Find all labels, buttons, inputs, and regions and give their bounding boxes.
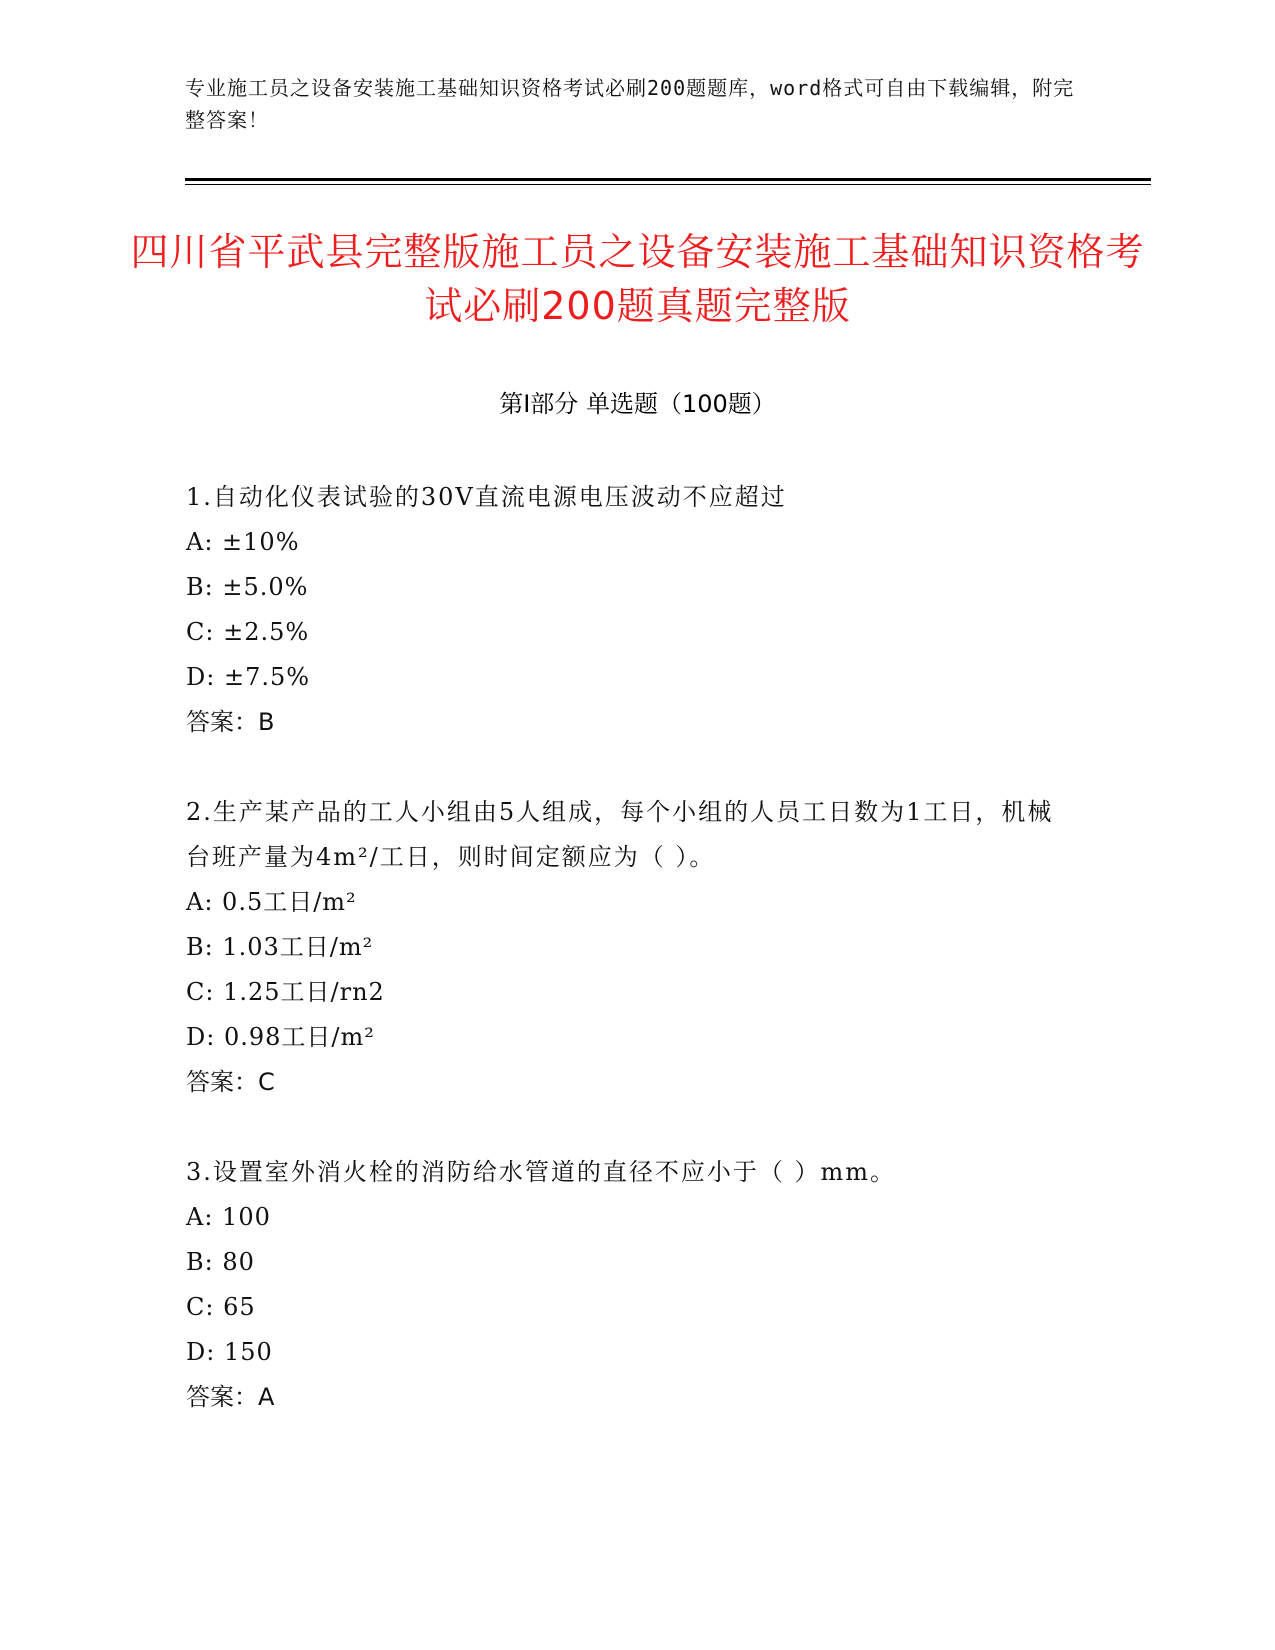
question-spacer	[186, 1105, 1066, 1150]
option-a: A: 0.5工日/m²	[186, 888, 357, 916]
question-spacer	[186, 745, 1066, 790]
question-3	[186, 1150, 1066, 1420]
question-stem: 2.生产某产品的工人小组由5人组成，每个小组的人员工日数为1工日，机械台班产量为4m²/工日，则时间定额应为（ ）。	[186, 798, 1054, 871]
answer: 答案：C	[186, 1068, 275, 1096]
option-a: A: ±10%	[186, 528, 300, 556]
option-c: C: 65	[186, 1293, 256, 1321]
option-d: D: 150	[186, 1338, 273, 1366]
answer: 答案：B	[186, 708, 275, 736]
question-list	[186, 475, 1066, 1420]
option-b: B: 1.03工日/m²	[186, 933, 374, 961]
header-note: 专业施工员之设备安装施工基础知识资格考试必刷200题题库，word格式可自由下载编辑，附完整答案！	[185, 76, 1075, 132]
header-divider-thick	[185, 178, 1151, 181]
option-d: D: 0.98工日/m²	[186, 1023, 375, 1051]
section-title: 第Ⅰ部分 单选题（100题）	[499, 390, 776, 418]
question-1	[186, 475, 1066, 745]
option-a: A: 100	[186, 1203, 271, 1231]
answer: 答案：A	[186, 1383, 275, 1411]
option-d: D: ±7.5%	[186, 663, 311, 691]
option-b: B: 80	[186, 1248, 255, 1276]
option-c: C: 1.25工日/rn2	[186, 978, 385, 1006]
document-title: 四川省平武县完整版施工员之设备安装施工基础知识资格考试必刷200题真题完整版	[130, 230, 1145, 328]
question-2	[186, 790, 1066, 1105]
question-stem: 3.设置室外消火栓的消防给水管道的直径不应小于（ ）mm。	[186, 1158, 897, 1186]
header-divider-thin	[185, 184, 1151, 185]
question-stem: 1.自动化仪表试验的30V直流电源电压波动不应超过	[186, 483, 787, 511]
option-b: B: ±5.0%	[186, 573, 309, 601]
option-c: C: ±2.5%	[186, 618, 310, 646]
